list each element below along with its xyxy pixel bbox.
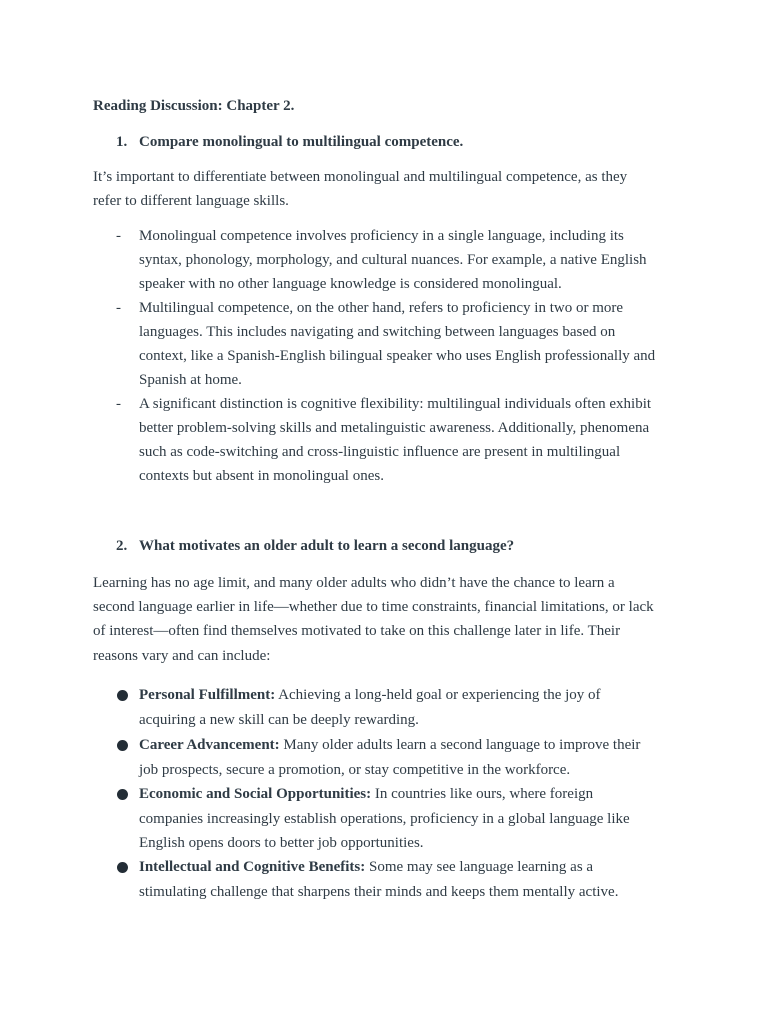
q2-item-line: acquiring a new skill can be deeply rewarding. <box>139 712 419 728</box>
q2-item-first-line <box>139 855 593 879</box>
dash-bullet: - <box>116 228 121 244</box>
q1-item-line: A significant distinction is cognitive flexibility: multilingual individuals often exhibit <box>139 396 652 412</box>
q1-item-line: speaker with no other language knowledge is considered monolingual. <box>139 276 562 292</box>
q2-item-line: English opens doors to better job opportunities. <box>139 835 424 851</box>
q1-item-line: languages. This includes navigating and switching between languages based on <box>139 324 616 340</box>
q2-item-label: Intellectual and Cognitive Benefits: <box>139 859 366 875</box>
dash-bullet: - <box>116 396 121 412</box>
q2-item-text: Many older adults learn a second language to improve their <box>279 737 641 753</box>
q2-intro-line: of interest—often find themselves motivated to take on this challenge later in life. Their <box>93 623 621 639</box>
q1-item-line: syntax, phonology, morphology, and cultural nuances. For example, a native English <box>139 252 647 268</box>
q2-intro-line: reasons vary and can include: <box>93 648 271 664</box>
bullet-dot-icon <box>117 862 128 873</box>
q2-item-first-line <box>139 733 640 757</box>
q1-item-line: contexts but absent in monolingual ones. <box>139 468 384 484</box>
bullet-dot-icon <box>117 740 128 751</box>
document-title: Reading Discussion: Chapter 2. <box>93 98 295 114</box>
q2-item-label: Personal Fulfillment: <box>139 687 276 703</box>
q1-item-line: Monolingual competence involves proficiency in a single language, including its <box>139 228 624 244</box>
dash-bullet: - <box>116 300 121 316</box>
q2-item-text: In countries like ours, where foreign <box>371 786 594 802</box>
q2-number: 2. <box>116 538 128 554</box>
q2-item-line: companies increasingly establish operations, proficiency in a global language like <box>139 811 630 827</box>
q1-number: 1. <box>116 134 128 150</box>
q1-item-line: Spanish at home. <box>139 372 242 388</box>
bullet-dot-icon <box>117 690 128 701</box>
q2-item-first-line <box>139 683 601 707</box>
q1-item-line: better problem-solving skills and metalinguistic awareness. Additionally, phenomena <box>139 420 650 436</box>
q2-item-line: stimulating challenge that sharpens their minds and keeps them mentally active. <box>139 884 619 900</box>
q1-heading: Compare monolingual to multilingual competence. <box>139 134 464 150</box>
bullet-dot-icon <box>117 789 128 800</box>
q2-item-first-line <box>139 782 593 806</box>
q2-intro-line: Learning has no age limit, and many older adults who didn’t have the chance to learn a <box>93 575 615 591</box>
q2-heading: What motivates an older adult to learn a second language? <box>139 538 515 554</box>
q2-intro-line: second language earlier in life—whether due to time constraints, financial limitations, or lack <box>93 599 654 615</box>
q1-item-line: context, like a Spanish-English bilingual speaker who uses English professionally and <box>139 348 656 364</box>
q1-item-line: Multilingual competence, on the other hand, refers to proficiency in two or more <box>139 300 624 316</box>
q2-item-label: Career Advancement: <box>139 737 280 753</box>
q1-intro-line: refer to different language skills. <box>93 193 289 209</box>
q1-item-line: such as code-switching and cross-linguistic influence are present in multilingual <box>139 444 621 460</box>
q2-item-line: job prospects, secure a promotion, or stay competitive in the workforce. <box>139 762 571 778</box>
q1-intro-line: It’s important to differentiate between monolingual and multilingual competence, as they <box>93 169 628 185</box>
q2-item-text: Some may see language learning as a <box>365 859 594 875</box>
q2-item-label: Economic and Social Opportunities: <box>139 786 372 802</box>
q2-item-text: Achieving a long-held goal or experiencing the joy of <box>275 687 601 703</box>
